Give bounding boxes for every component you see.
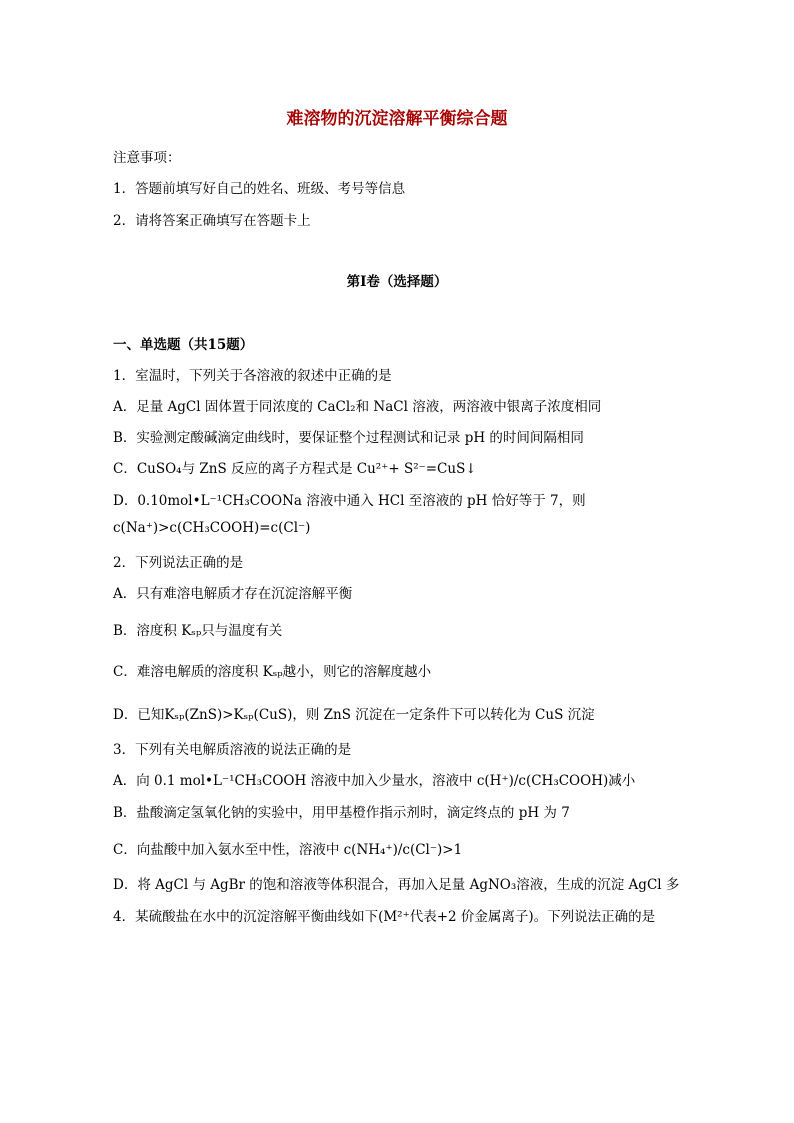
question-3-option-c: C．向盐酸中加入氨水至中性，溶液中 c(NH₄⁺)/c(Cl⁻)>1 — [113, 842, 463, 858]
question-1-option-c: C．CuSO₄与 ZnS 反应的离子方程式是 Cu²⁺+ S²⁻=CuS↓ — [113, 461, 477, 477]
question-2-option-c: C．难溶电解质的溶度积 Kₛₚ越小，则它的溶解度越小 — [113, 664, 432, 680]
question-3-option-d: D．将 AgCl 与 AgBr 的饱和溶液等体积混合，再加入足量 AgNO₃溶液，生成的沉淀 AgCl 多 — [113, 877, 680, 893]
notice-item: 2．请将答案正确填写在答题卡上 — [113, 213, 311, 229]
question-3-stem: 3．下列有关电解质溶液的说法正确的是 — [113, 742, 352, 758]
notice-item: 1．答题前填写好自己的姓名、班级、考号等信息 — [113, 181, 406, 197]
question-4-stem: 4．某硫酸盐在水中的沉淀溶解平衡曲线如下(M²⁺代表+2 价金属离子)。下列说法正确的是 — [113, 909, 656, 925]
question-1-option-d-cont: c(Na⁺)>c(CH₃COOH)=c(Cl⁻) — [113, 520, 311, 536]
question-1-stem: 1．室温时，下列关于各溶液的叙述中正确的是 — [113, 368, 392, 384]
question-1-option-a: A．足量 AgCl 固体置于同浓度的 CaCl₂和 NaCl 溶液，两溶液中银离子浓度相同 — [113, 399, 602, 415]
question-2-option-d: D．已知Kₛₚ(ZnS)>Kₛₚ(CuS)，则 ZnS 沉淀在一定条件下可以转化为 CuS 沉淀 — [113, 707, 595, 723]
question-1-option-d: D．0.10mol•L⁻¹CH₃COONa 溶液中通入 HCl 至溶液的 pH 恰好等于 7，则 — [113, 493, 586, 509]
question-2-stem: 2．下列说法正确的是 — [113, 555, 244, 571]
question-2-option-b: B．溶度积 Kₛₚ只与温度有关 — [113, 623, 283, 639]
question-1-option-b: B．实验测定酸碱滴定曲线时，要保证整个过程测试和记录 pH 的时间间隔相同 — [113, 430, 584, 446]
notice-heading: 注意事项： — [113, 150, 181, 166]
volume-title: 第I卷（选择题） — [346, 274, 448, 290]
question-3-option-b: B．盐酸滴定氢氧化钠的实验中，用甲基橙作指示剂时，滴定终点的 pH 为 7 — [113, 805, 570, 821]
document-title: 难溶物的沉淀溶解平衡综合题 — [286, 109, 508, 129]
question-3-option-a: A．向 0.1 mol•L⁻¹CH₃COOH 溶液中加入少量水，溶液中 c(H⁺)/c(CH₃COOH)减小 — [113, 773, 636, 789]
question-2-option-a: A．只有难溶电解质才存在沉淀溶解平衡 — [113, 586, 353, 602]
section-title: 一、单选题（共15题） — [113, 337, 254, 353]
